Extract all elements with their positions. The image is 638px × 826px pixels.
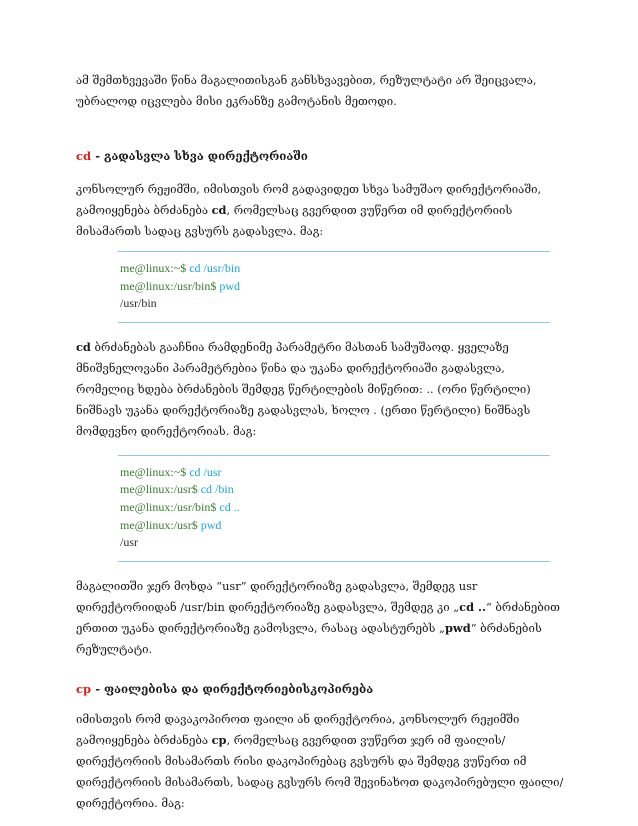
- cp-section-heading: [76, 679, 566, 699]
- cp-desc-text-b: , რომელსაც გვერდით ვუწერთ ჯერ იმ ფაილის/დირექტორიის მისამართს რისი დაკოპირებაც გვსურს და შემდეგ ვუწერთ იმ დირექტორიის მისამართს, სადაც გვსურს რომ შევინახოთ დაკოპირებული ფაილი/დირექტორია. მაგ:: [76, 732, 564, 810]
- cp-desc-command: cp: [211, 732, 227, 747]
- code-command: cd ..: [219, 499, 240, 514]
- intro-paragraph: ამ შემთხვევაში წინა მაგალითისგან განსხვავებით, რეზულტატი არ შეიცვალა, უბრალოდ იცვლება მისი ეკრანზე გამოტანის მეთოდი.: [76, 73, 537, 108]
- cd-param-text: ბრძანებას გააჩნია რამდენიმე პარამეტრი მასთან სამუშაოდ. ყველაზე მნიშვნელოვანი პარამეტრებია წინა და უკანა დირექტორიაში გადასვლა, რომელიც ხდება ბრძანების შემდეგ წერტილების მიწერით: .. (ორი წერტილი) ნიშნავს უკანა დირექტორიაზე გადასვლას, ხოლო . (ერთი წერტილი) ნიშნავს მომდევნო დირექტორიას. მაგ:: [76, 339, 531, 438]
- code-prompt: me@linux:~$: [120, 261, 190, 275]
- code-example-2: [118, 455, 550, 562]
- code-command: cd /bin: [200, 482, 234, 497]
- code-command: pwd: [219, 278, 241, 293]
- code-line: [120, 464, 550, 482]
- code-line: [120, 517, 550, 535]
- code-prompt: me@linux:/usr/bin$: [120, 278, 220, 293]
- cd-expl-command-1: cd ..: [459, 599, 486, 614]
- code-prompt: me@linux:~$: [120, 464, 190, 479]
- cp-description-paragraph: [76, 709, 566, 814]
- cd-description-paragraph: [76, 179, 566, 242]
- cd-explanation-paragraph: [76, 576, 566, 660]
- cd-section-heading: [76, 146, 566, 166]
- cd-heading-command: cd: [76, 149, 92, 163]
- cd-expl-text-c: “ ბრძანების რეზულტატი.: [76, 620, 542, 656]
- code-prompt: me@linux:/usr/bin$: [120, 499, 220, 514]
- cd-heading-title: - გადასვლა სხვა დირექტორიაში: [91, 149, 308, 163]
- cd-desc-command: cd: [211, 203, 227, 217]
- code-output: /usr: [120, 535, 138, 550]
- cd-expl-text-b: “ ბრძანებით ერთით უკანა დირექტორიაზე გამოსვლა, რასაც ადასტურებს „: [76, 599, 560, 635]
- code-prompt: me@linux:/usr$: [120, 517, 201, 532]
- cp-desc-text-a: იმისთვის რომ დავაკოპიროთ ფაილი ან დირექტორია, კონსოლურ რეჟიმში გამოიყენება ბრძანება: [76, 711, 520, 747]
- cd-parameters-paragraph: [76, 337, 566, 442]
- code-command: cd /usr: [189, 464, 222, 479]
- code-command: cd /usr/bin: [189, 261, 241, 275]
- cd-desc-text-a: კონსოლურ რეჟიმში, იმისთვის რომ გადავიდეთ სხვა სამუშაო დირექტორიაში, გამოიყენება ბრძანება: [76, 182, 542, 217]
- code-command: pwd: [200, 517, 222, 532]
- document-page: [76, 70, 566, 814]
- cp-heading-title: - ფაილებისა და დირექტორიებისკოპირება: [91, 681, 374, 696]
- code-line: [120, 260, 550, 278]
- cd-param-command: cd: [76, 339, 91, 354]
- code-line: [120, 481, 550, 499]
- code-example-1: [118, 251, 550, 323]
- code-prompt: me@linux:/usr$: [120, 482, 201, 497]
- cd-desc-text-b: , რომელსაც გვერდით ვუწერთ იმ დირექტორიის მისამართს სადაც გვსურს გადასვლა. მაგ:: [76, 203, 513, 238]
- code-line: [120, 278, 550, 296]
- code-output: /usr/bin: [120, 296, 157, 311]
- cd-expl-text-a: მაგალითში ჯერ მოხდა “usr” დირექტორიაზე გადასვლა, შემდეგ usr დირექტორიიდან /usr/bin დირექტორიაზე გადასვლა, შემდეგ კი „: [76, 578, 478, 614]
- cp-heading-command: cp: [76, 681, 92, 696]
- code-line: [120, 499, 550, 517]
- cd-expl-command-2: pwd: [444, 620, 471, 635]
